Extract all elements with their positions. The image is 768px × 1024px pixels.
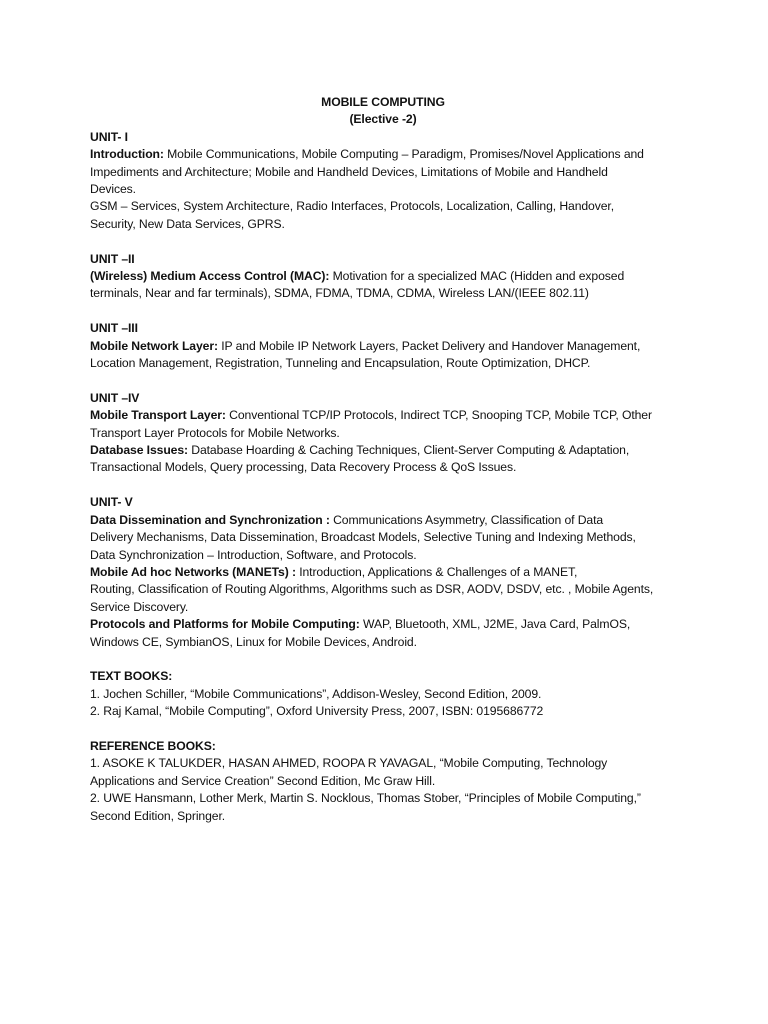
unit-line bbox=[90, 564, 690, 581]
topic-text: Routing, Classification of Routing Algorithms, Algorithms such as DSR, AODV, DSDV, etc. , Mobile Agents, bbox=[90, 582, 654, 597]
units-container bbox=[90, 129, 690, 651]
unit-line bbox=[90, 407, 690, 424]
unit-heading: UNIT- I bbox=[90, 129, 128, 144]
book-entry: 2. UWE Hansmann, Lother Merk, Martin S. Nocklous, Thomas Stober, “Principles of Mobile Computing,” bbox=[90, 791, 641, 806]
unit-line bbox=[90, 547, 690, 564]
topic-heading: Mobile Ad hoc Networks (MANETs) : bbox=[90, 564, 296, 579]
unit-line bbox=[90, 146, 690, 163]
book-entry: 2. Raj Kamal, “Mobile Computing”, Oxford University Press, 2007, ISBN: 0195686772 bbox=[90, 704, 544, 719]
reference-books-heading: REFERENCE BOOKS: bbox=[90, 738, 216, 753]
topic-heading: Mobile Network Layer: bbox=[90, 338, 218, 353]
unit-line bbox=[90, 512, 690, 529]
book-entry: 1. Jochen Schiller, “Mobile Communications”, Addison-Wesley, Second Edition, 2009. bbox=[90, 686, 542, 701]
unit-line bbox=[90, 355, 690, 372]
topic-text: Communications Asymmetry, Classification of Data bbox=[329, 512, 604, 527]
unit-line bbox=[90, 599, 690, 616]
unit-heading: UNIT –II bbox=[90, 251, 135, 266]
unit-line bbox=[90, 634, 690, 651]
document-title: MOBILE COMPUTING bbox=[321, 95, 445, 109]
topic-text: Location Management, Registration, Tunneling and Encapsulation, Route Optimization, DHCP. bbox=[90, 356, 591, 371]
unit-line bbox=[90, 268, 690, 285]
topic-text: terminals, Near and far terminals), SDMA, FDMA, TDMA, CDMA, Wireless LAN/(IEEE 802.11) bbox=[90, 286, 589, 301]
topic-text: GSM – Services, System Architecture, Radio Interfaces, Protocols, Localization, Calling, Handover, bbox=[90, 199, 614, 214]
topic-text: Motivation for a specialized MAC (Hidden and exposed bbox=[329, 269, 625, 284]
unit-heading: UNIT –IV bbox=[90, 390, 140, 405]
unit-line bbox=[90, 616, 690, 633]
topic-text: Conventional TCP/IP Protocols, Indirect TCP, Snooping TCP, Mobile TCP, Other bbox=[225, 408, 652, 423]
unit-line bbox=[90, 442, 690, 459]
unit-heading: UNIT –III bbox=[90, 321, 138, 336]
topic-heading: (Wireless) Medium Access Control (MAC): bbox=[90, 269, 330, 284]
topic-text: Windows CE, SymbianOS, Linux for Mobile Devices, Android. bbox=[90, 634, 417, 649]
topic-text: Introduction, Applications & Challenges of a MANET, bbox=[295, 564, 578, 579]
text-books-list bbox=[90, 686, 690, 721]
topic-text: Database Hoarding & Caching Techniques, Client-Server Computing & Adaptation, bbox=[187, 443, 630, 458]
unit-line bbox=[90, 338, 690, 355]
book-entry: Applications and Service Creation” Second Edition, Mc Graw Hill. bbox=[90, 773, 436, 788]
topic-text: WAP, Bluetooth, XML, J2ME, Java Card, PalmOS, bbox=[359, 617, 631, 632]
unit-line bbox=[90, 216, 690, 233]
topic-text: IP and Mobile IP Network Layers, Packet Delivery and Handover Management, bbox=[217, 338, 641, 353]
topic-text: Service Discovery. bbox=[90, 599, 189, 614]
topic-text: Data Synchronization – Introduction, Software, and Protocols. bbox=[90, 547, 417, 562]
topic-heading: Data Dissemination and Synchronization : bbox=[90, 512, 330, 527]
topic-text: Delivery Mechanisms, Data Dissemination, Broadcast Models, Selective Tuning and Indexing Methods, bbox=[90, 530, 636, 545]
unit-line bbox=[90, 459, 690, 476]
unit-line bbox=[90, 285, 690, 302]
topic-text: Transactional Models, Query processing, Data Recovery Process & QoS Issues. bbox=[90, 460, 517, 475]
topic-heading: Protocols and Platforms for Mobile Computing: bbox=[90, 617, 360, 632]
topic-heading: Database Issues: bbox=[90, 443, 188, 458]
unit-section bbox=[90, 233, 690, 303]
topic-text: Devices. bbox=[90, 182, 136, 197]
topic-text: Impediments and Architecture; Mobile and Handheld Devices, Limitations of Mobile and Handheld bbox=[90, 164, 608, 179]
unit-line bbox=[90, 164, 690, 181]
unit-line bbox=[90, 198, 690, 215]
topic-heading: Introduction: bbox=[90, 147, 164, 162]
unit-line bbox=[90, 425, 690, 442]
unit-heading: UNIT- V bbox=[90, 495, 133, 510]
topic-heading: Mobile Transport Layer: bbox=[90, 408, 226, 423]
topic-text: Security, New Data Services, GPRS. bbox=[90, 216, 285, 231]
unit-section bbox=[90, 372, 690, 476]
book-entry: Second Edition, Springer. bbox=[90, 808, 226, 823]
syllabus-page bbox=[90, 94, 690, 825]
unit-section bbox=[90, 129, 690, 233]
reference-books-list bbox=[90, 755, 690, 825]
unit-line bbox=[90, 181, 690, 198]
topic-text: Transport Layer Protocols for Mobile Networks. bbox=[90, 425, 340, 440]
unit-section bbox=[90, 303, 690, 373]
unit-section bbox=[90, 477, 690, 651]
book-entry: 1. ASOKE K TALUKDER, HASAN AHMED, ROOPA R YAVAGAL, “Mobile Computing, Technology bbox=[90, 756, 608, 771]
unit-line bbox=[90, 581, 690, 598]
text-books-heading: TEXT BOOKS: bbox=[90, 669, 173, 684]
document-subtitle: (Elective -2) bbox=[349, 112, 417, 127]
topic-text: Mobile Communications, Mobile Computing – Paradigm, Promises/Novel Applications and bbox=[163, 147, 644, 162]
unit-line bbox=[90, 529, 690, 546]
